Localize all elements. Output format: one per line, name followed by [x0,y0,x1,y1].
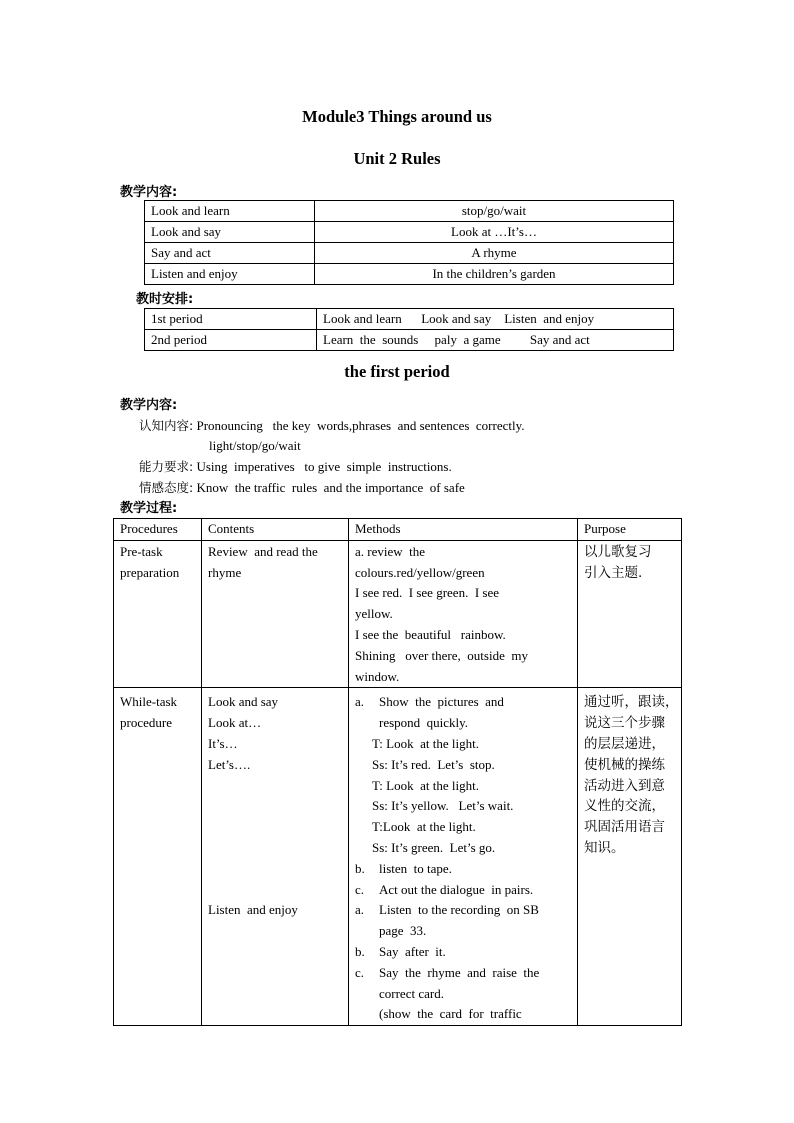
table-row [114,540,682,688]
content-detail: A rhyme [315,243,674,264]
content-detail: In the children’s garden [315,264,674,285]
content-item: Look and learn [145,201,315,222]
content-item: Look and say [145,222,315,243]
cognitive-words: light/stop/go/wait [209,438,301,453]
content-item: Say and act [145,243,315,264]
while-task-methods: a. Show the pictures and respond quickly. T: Look at the light. Ss: It’s red. Let’s stop. T: Look at the light. Ss: It’s yellow. Let’s wait. T:Look at the light. Ss: It’s green. Let’s go. b. listen to tape. c. Act out the dialogue in pairs. a. Listen to the recording on SB page 33. b. Say after it. c. Say the rhyme and raise the correct card. (show the card for traffic [349,688,578,1026]
cognitive-text: Pronouncing the key words,phrases and sentences correctly. [193,418,525,433]
header-procedures: Procedures [114,519,202,541]
content-item: Listen and enjoy [145,264,315,285]
ability-label: 能力要求: [139,459,194,474]
schedule-period: 2nd period [145,330,317,351]
pre-task-methods: a. review the colours.red/yellow/green I see red. I see green. I see yellow. I see the beautiful rainbow. Shining over there, outside my window. [349,540,578,688]
table-row [145,243,674,264]
table-row [145,222,674,243]
schedule-period: 1st period [145,309,317,330]
header-contents: Contents [202,519,349,541]
unit-title: Unit 2 Rules [353,149,441,168]
table-row [114,688,682,1026]
attitude-label: 情感态度: [139,480,194,495]
ability-objective [139,457,452,475]
table-row [145,330,674,351]
content-table [144,200,674,285]
while-task-procedure: While-task procedure [114,688,202,1026]
ability-text: Using imperatives to give simple instructions. [193,459,452,474]
content-heading: 教学内容: [120,185,178,200]
table-row [145,201,674,222]
pre-task-contents: Review and read the rhyme [202,540,349,688]
table-row [145,309,674,330]
schedule-table [144,308,674,351]
document-title: Module3 Things around us [302,107,492,126]
objectives-heading: 教学内容: [120,398,178,413]
schedule-content: Look and learn Look and say Listen and enjoy [317,309,674,330]
cognitive-label: 认知内容: [139,418,194,433]
while-task-contents: Look and say Look at… It’s… Let’s…. Listen and enjoy [202,688,349,1026]
process-heading: 教学过程: [120,501,178,516]
pre-task-purpose: 以儿歌复习 引入主题. [578,540,682,688]
while-task-purpose: 通过听，跟读， 说这三个步骤 的层层递进， 使机械的操练 活动进入到意 义性的交流， 巩固活用语言 知识。 [578,688,682,1026]
content-detail: Look at …It’s… [315,222,674,243]
header-purpose: Purpose [578,519,682,541]
process-table [113,518,682,1026]
pre-task-procedure: Pre-task preparation [114,540,202,688]
attitude-text: Know the traffic rules and the importance of safe [193,480,465,495]
content-detail: stop/go/wait [315,201,674,222]
schedule-heading: 教时安排: [136,292,194,307]
table-row [145,264,674,285]
period-title: the first period [344,362,450,381]
header-methods: Methods [349,519,578,541]
schedule-content: Learn the sounds paly a game Say and act [317,330,674,351]
table-header-row [114,519,682,541]
attitude-objective [139,478,465,496]
cognitive-objective [139,416,525,434]
